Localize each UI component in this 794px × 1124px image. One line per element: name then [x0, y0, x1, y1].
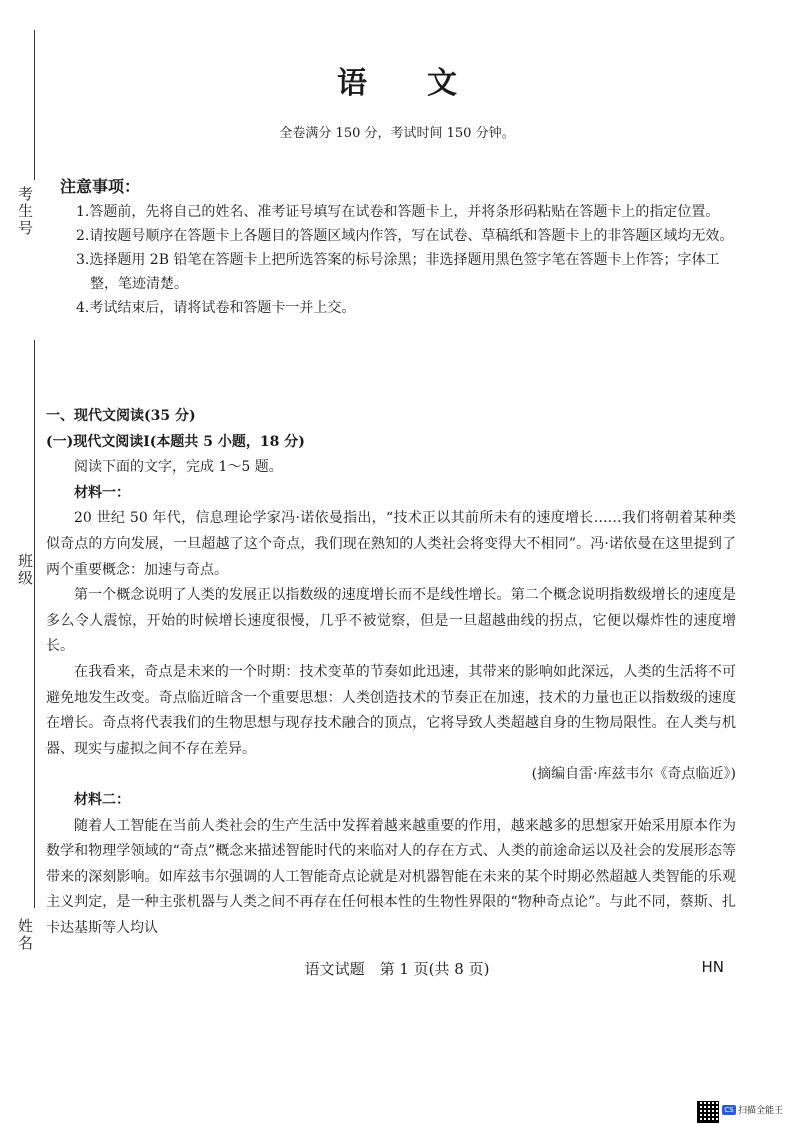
notice-item: 1.答题前，先将自己的姓名、准考证号填写在试卷和答题卡上，并将条形码粘贴在答题卡上的指定位置。: [76, 204, 720, 220]
material-two-label: 材料二：: [74, 791, 130, 808]
reading-section: [46, 404, 736, 941]
section-instruction: 阅读下面的文字，完成 1～5 题。: [74, 459, 283, 476]
material-one-label: 材料一：: [74, 484, 130, 501]
scanner-logo-icon: CS: [722, 1105, 736, 1115]
side-label-class: 班级: [16, 553, 34, 587]
notice-item: 2.请按题号顺序在答题卡上各题目的答题区域内作答，写在试卷、草稿纸和答题卡上的非答题区域均无效。: [76, 228, 734, 244]
side-label-name: 姓名: [16, 918, 34, 952]
side-label-exam-number: 考生号: [16, 186, 34, 237]
material-one-source: (摘编自雷·库兹韦尔《奇点临近》): [531, 766, 736, 783]
qr-code-icon: [697, 1101, 719, 1123]
section-subheading: (一)现代文阅读Ⅰ(本题共 5 小题，18 分): [46, 433, 305, 450]
section-heading: 一、现代文阅读(35 分): [46, 408, 196, 424]
notice-list: [76, 200, 736, 320]
region-code: HN: [701, 958, 724, 976]
exam-info: 全卷满分 150 分，考试时间 150 分钟。: [279, 126, 515, 141]
margin-line: [34, 598, 35, 908]
page-title: 语文: [337, 66, 517, 101]
material-one-paragraph: 第一个概念说明了人类的发展正以指数级的速度增长而不是线性增长。第二个概念说明指数级增长的速度是多么令人震惊，开始的时候增长速度很慢，几乎不被觉察，但是一旦超越曲线的拐点，它便以爆炸性的速度增长。: [46, 587, 736, 655]
page-number: 语文试题 第 1 页(共 8 页): [304, 960, 490, 978]
margin-line: [34, 30, 35, 180]
material-two-paragraph: 随着人工智能在当前人类社会的生产生活中发挥着越来越重要的作用，越来越多的思想家开始采用原本作为数学和物理学领域的“奇点”概念来描述智能时代的来临对人的存在方式、人类的前途命运以及社会的发展形态等带来的深刻影响。如库兹韦尔强调的人工智能奇点论就是对机器智能在未来的某个时期必然超越人类智能的乐观主义判定，是一种主张机器与人类之间不再存在任何根本性的生物性界限的“物种奇点论”。与此不同，蔡斯、扎卡达基斯等人均认: [46, 817, 736, 936]
scanner-watermark: [722, 1103, 783, 1116]
notice-item: 4.考试结束后，请将试卷和答题卡一并上交。: [76, 300, 356, 316]
notice-heading: 注意事项：: [60, 177, 141, 196]
scanner-label: 扫描全能王: [738, 1106, 784, 1116]
material-one-paragraph: 20 世纪 50 年代，信息理论学家冯·诺依曼指出，“技术正以其前所未有的速度增长……我们将朝着某种类似奇点的方向发展，一旦超越了这个奇点，我们现在熟知的人类社会将变得大不相同”。冯·诺依曼在这里提到了两个重要概念：加速与奇点。: [46, 510, 736, 578]
notice-item: 3.选择题用 2B 铅笔在答题卡上把所选答案的标号涂黑；非选择题用黑色签字笔在答题卡上作答；字体工整，笔迹清楚。: [76, 252, 720, 292]
material-one-paragraph: 在我看来，奇点是未来的一个时期：技术变革的节奏如此迅速，其带来的影响如此深远，人类的生活将不可避免地发生改变。奇点临近暗含一个重要思想：人类创造技术的节奏正在加速，技术的力量也正以指数级的速度在增长。奇点将代表我们的生物思想与现存技术融合的顶点，它将导致人类超越自身的生物局限性。在人类与机器、现实与虚拟之间不存在差异。: [46, 663, 736, 757]
